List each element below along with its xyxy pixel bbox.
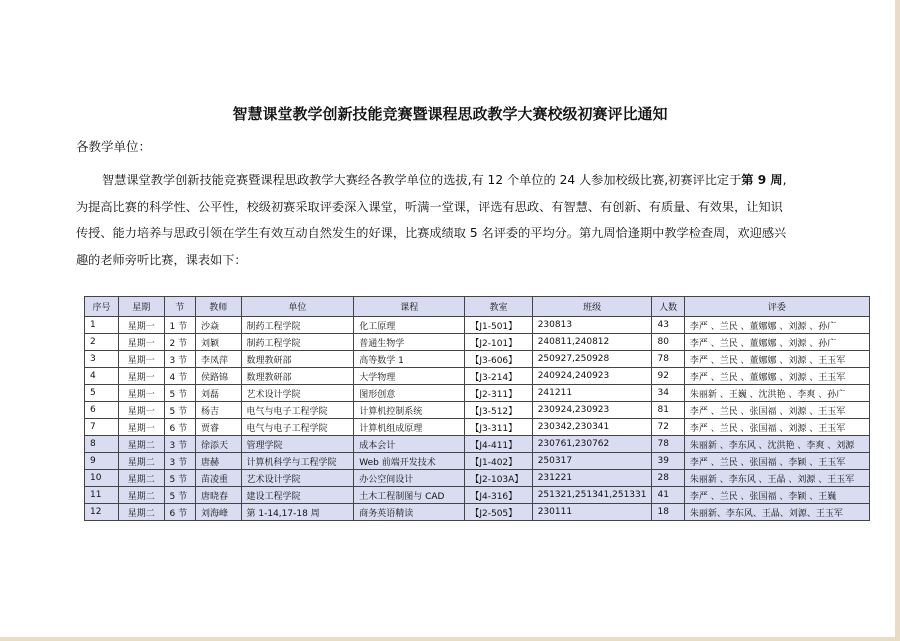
cell-judges: 朱丽新 、李东风 、王晶 、刘源 、王玉军 bbox=[684, 470, 869, 487]
paragraph-line-3: 传授、能力培养与思政引领在学生有效互动自然发生的好课，比赛成绩取 5 名评委的平均分。第九周恰逢期中教学检查周，欢迎感兴 bbox=[76, 226, 787, 240]
cell-class: 230924,230923 bbox=[532, 402, 652, 419]
page-border-right bbox=[895, 0, 900, 641]
cell-class: 250927,250928 bbox=[532, 351, 652, 368]
schedule-table bbox=[84, 296, 870, 521]
table-row bbox=[85, 504, 870, 521]
cell-course: 化工原理 bbox=[354, 317, 465, 334]
cell-weekday: 星期一 bbox=[119, 351, 165, 368]
cell-judges: 李严 、兰民 、董娜娜 、刘源 、孙广 bbox=[684, 334, 869, 351]
cell-teacher: 杨吉 bbox=[195, 402, 241, 419]
cell-count: 78 bbox=[652, 436, 684, 453]
table-row bbox=[85, 334, 870, 351]
cell-judges: 李严 、兰民 、张国福 、刘源 、王玉军 bbox=[684, 402, 869, 419]
cell-unit: 制药工程学院 bbox=[241, 317, 354, 334]
header-course: 课程 bbox=[354, 297, 465, 317]
cell-judges: 李严 、兰民 、张国福 、李颖 、王巍 bbox=[684, 487, 869, 504]
cell-seq: 8 bbox=[85, 436, 119, 453]
paragraph-line-4: 趣的老师旁听比赛，课表如下： bbox=[76, 252, 247, 267]
cell-period: 6 节 bbox=[164, 419, 195, 436]
line1-text: 智慧课堂教学创新技能竞赛暨课程思政教学大赛经各教学单位的选拔,有 12 个单位的 24 人参加校级比赛,初赛评比定于 bbox=[102, 173, 742, 187]
cell-teacher: 唐晓春 bbox=[195, 487, 241, 504]
cell-class: 231221 bbox=[532, 470, 652, 487]
cell-period: 5 节 bbox=[164, 487, 195, 504]
cell-period: 3 节 bbox=[164, 453, 195, 470]
cell-weekday: 星期一 bbox=[119, 317, 165, 334]
cell-judges: 李严 、兰民 、董娜娜 、刘源 、孙广 bbox=[684, 317, 869, 334]
header-class: 班级 bbox=[532, 297, 652, 317]
header-judges: 评委 bbox=[684, 297, 869, 317]
cell-count: 81 bbox=[652, 402, 684, 419]
cell-count: 41 bbox=[652, 487, 684, 504]
cell-class: 250317 bbox=[532, 453, 652, 470]
cell-classroom: 【J2-101】 bbox=[465, 334, 532, 351]
cell-unit: 制药工程学院 bbox=[241, 334, 354, 351]
table-row bbox=[85, 351, 870, 368]
cell-unit: 艺术设计学院 bbox=[241, 385, 354, 402]
cell-count: 39 bbox=[652, 453, 684, 470]
cell-unit: 第 1-14,17-18 周 bbox=[241, 504, 354, 521]
table-row bbox=[85, 402, 870, 419]
table-row bbox=[85, 487, 870, 504]
cell-period: 1 节 bbox=[164, 317, 195, 334]
cell-class: 251321,251341,251331 bbox=[532, 487, 652, 504]
line1-end: , bbox=[782, 173, 787, 187]
cell-unit: 艺术设计学院 bbox=[241, 470, 354, 487]
cell-seq: 2 bbox=[85, 334, 119, 351]
cell-course: 计算机组成原理 bbox=[354, 419, 465, 436]
header-unit: 单位 bbox=[241, 297, 354, 317]
cell-class: 230111 bbox=[532, 504, 652, 521]
cell-teacher: 李凤萍 bbox=[195, 351, 241, 368]
cell-weekday: 星期二 bbox=[119, 436, 165, 453]
cell-seq: 6 bbox=[85, 402, 119, 419]
cell-weekday: 星期一 bbox=[119, 334, 165, 351]
cell-judges: 朱丽新 、李东风 、沈洪艳 、李爽 、刘源 bbox=[684, 436, 869, 453]
table-header-row bbox=[85, 297, 870, 317]
cell-teacher: 贾睿 bbox=[195, 419, 241, 436]
cell-count: 34 bbox=[652, 385, 684, 402]
cell-weekday: 星期一 bbox=[119, 368, 165, 385]
cell-seq: 4 bbox=[85, 368, 119, 385]
table-row bbox=[85, 453, 870, 470]
cell-unit: 电气与电子工程学院 bbox=[241, 419, 354, 436]
cell-teacher: 刘磊 bbox=[195, 385, 241, 402]
cell-classroom: 【J4-411】 bbox=[465, 436, 532, 453]
cell-teacher: 刘颖 bbox=[195, 334, 241, 351]
notice-paragraph bbox=[76, 167, 836, 273]
cell-course: 土木工程制图与 CAD bbox=[354, 487, 465, 504]
header-weekday: 星期 bbox=[119, 297, 165, 317]
cell-classroom: 【J3-512】 bbox=[465, 402, 532, 419]
cell-class: 230761,230762 bbox=[532, 436, 652, 453]
cell-teacher: 侯路锦 bbox=[195, 368, 241, 385]
document-title: 智慧课堂教学创新技能竞赛暨课程思政教学大赛校级初赛评比通知 bbox=[232, 105, 668, 123]
cell-class: 241211 bbox=[532, 385, 652, 402]
cell-teacher: 唐赫 bbox=[195, 453, 241, 470]
cell-seq: 9 bbox=[85, 453, 119, 470]
cell-teacher: 徐添天 bbox=[195, 436, 241, 453]
header-count: 人数 bbox=[652, 297, 684, 317]
header-period: 节 bbox=[164, 297, 195, 317]
cell-teacher: 刘海峰 bbox=[195, 504, 241, 521]
cell-unit: 建设工程学院 bbox=[241, 487, 354, 504]
cell-teacher: 苗凌重 bbox=[195, 470, 241, 487]
header-seq: 序号 bbox=[85, 297, 119, 317]
cell-class: 230813 bbox=[532, 317, 652, 334]
cell-unit: 数理教研部 bbox=[241, 351, 354, 368]
cell-seq: 5 bbox=[85, 385, 119, 402]
cell-classroom: 【J2-311】 bbox=[465, 385, 532, 402]
cell-weekday: 星期二 bbox=[119, 504, 165, 521]
cell-course: 成本会计 bbox=[354, 436, 465, 453]
salutation: 各教学单位： bbox=[76, 139, 152, 154]
cell-unit: 管理学院 bbox=[241, 436, 354, 453]
cell-course: Web 前端开发技术 bbox=[354, 453, 465, 470]
cell-classroom: 【J2-103A】 bbox=[465, 470, 532, 487]
cell-class: 240924,240923 bbox=[532, 368, 652, 385]
cell-count: 18 bbox=[652, 504, 684, 521]
table-row bbox=[85, 368, 870, 385]
cell-judges: 李严 、兰民 、张国福 、李颖 、王玉军 bbox=[684, 453, 869, 470]
cell-seq: 1 bbox=[85, 317, 119, 334]
cell-course: 商务英语精读 bbox=[354, 504, 465, 521]
page-border-bottom bbox=[0, 637, 900, 641]
cell-count: 28 bbox=[652, 470, 684, 487]
cell-seq: 11 bbox=[85, 487, 119, 504]
cell-period: 2 节 bbox=[164, 334, 195, 351]
cell-count: 92 bbox=[652, 368, 684, 385]
cell-judges: 朱丽新、李东风、王晶、刘源、王玉军 bbox=[684, 504, 869, 521]
table-row bbox=[85, 385, 870, 402]
cell-period: 6 节 bbox=[164, 504, 195, 521]
cell-classroom: 【J3-606】 bbox=[465, 351, 532, 368]
cell-count: 80 bbox=[652, 334, 684, 351]
cell-classroom: 【J3-311】 bbox=[465, 419, 532, 436]
cell-seq: 7 bbox=[85, 419, 119, 436]
cell-course: 办公空间设计 bbox=[354, 470, 465, 487]
cell-course: 大学物理 bbox=[354, 368, 465, 385]
cell-count: 78 bbox=[652, 351, 684, 368]
cell-judges: 朱丽新 、王巍 、沈洪艳 、李爽 、孙广 bbox=[684, 385, 869, 402]
cell-classroom: 【J3-214】 bbox=[465, 368, 532, 385]
cell-period: 3 节 bbox=[164, 351, 195, 368]
cell-period: 3 节 bbox=[164, 436, 195, 453]
cell-unit: 数理教研部 bbox=[241, 368, 354, 385]
table-body bbox=[85, 317, 870, 521]
cell-course: 图形创意 bbox=[354, 385, 465, 402]
table-row bbox=[85, 470, 870, 487]
cell-classroom: 【J2-505】 bbox=[465, 504, 532, 521]
header-teacher: 教师 bbox=[195, 297, 241, 317]
cell-judges: 李严 、兰民 、张国福 、刘源 、王玉军 bbox=[684, 419, 869, 436]
cell-period: 4 节 bbox=[164, 368, 195, 385]
cell-classroom: 【J4-316】 bbox=[465, 487, 532, 504]
table-row bbox=[85, 419, 870, 436]
cell-weekday: 星期二 bbox=[119, 453, 165, 470]
cell-seq: 12 bbox=[85, 504, 119, 521]
cell-weekday: 星期一 bbox=[119, 419, 165, 436]
paragraph-line-2: 为提高比赛的科学性、公平性，校级初赛采取评委深入课堂，听满一堂课，评选有思政、有智慧、有创新、有质量、有效果，让知识 bbox=[76, 199, 783, 214]
cell-classroom: 【J1-402】 bbox=[465, 453, 532, 470]
header-classroom: 教室 bbox=[465, 297, 532, 317]
cell-class: 240811,240812 bbox=[532, 334, 652, 351]
week-highlight: 第 9 周 bbox=[741, 173, 783, 187]
cell-weekday: 星期一 bbox=[119, 385, 165, 402]
cell-period: 5 节 bbox=[164, 470, 195, 487]
cell-judges: 李严 、兰民 、董娜娜 、刘源 、王玉军 bbox=[684, 368, 869, 385]
cell-period: 5 节 bbox=[164, 385, 195, 402]
cell-unit: 计算机科学与工程学院 bbox=[241, 453, 354, 470]
cell-class: 230342,230341 bbox=[532, 419, 652, 436]
cell-teacher: 沙焱 bbox=[195, 317, 241, 334]
cell-classroom: 【J1-501】 bbox=[465, 317, 532, 334]
cell-weekday: 星期二 bbox=[119, 487, 165, 504]
cell-seq: 3 bbox=[85, 351, 119, 368]
cell-seq: 10 bbox=[85, 470, 119, 487]
table-row bbox=[85, 436, 870, 453]
cell-course: 高等数学 1 bbox=[354, 351, 465, 368]
cell-course: 普通生物学 bbox=[354, 334, 465, 351]
cell-course: 计算机控制系统 bbox=[354, 402, 465, 419]
table-row bbox=[85, 317, 870, 334]
paragraph-line-1 bbox=[76, 167, 836, 194]
cell-weekday: 星期二 bbox=[119, 470, 165, 487]
cell-unit: 电气与电子工程学院 bbox=[241, 402, 354, 419]
cell-period: 5 节 bbox=[164, 402, 195, 419]
cell-judges: 李严 、兰民 、董娜娜 、刘源 、王玉军 bbox=[684, 351, 869, 368]
cell-count: 72 bbox=[652, 419, 684, 436]
cell-count: 43 bbox=[652, 317, 684, 334]
cell-weekday: 星期一 bbox=[119, 402, 165, 419]
